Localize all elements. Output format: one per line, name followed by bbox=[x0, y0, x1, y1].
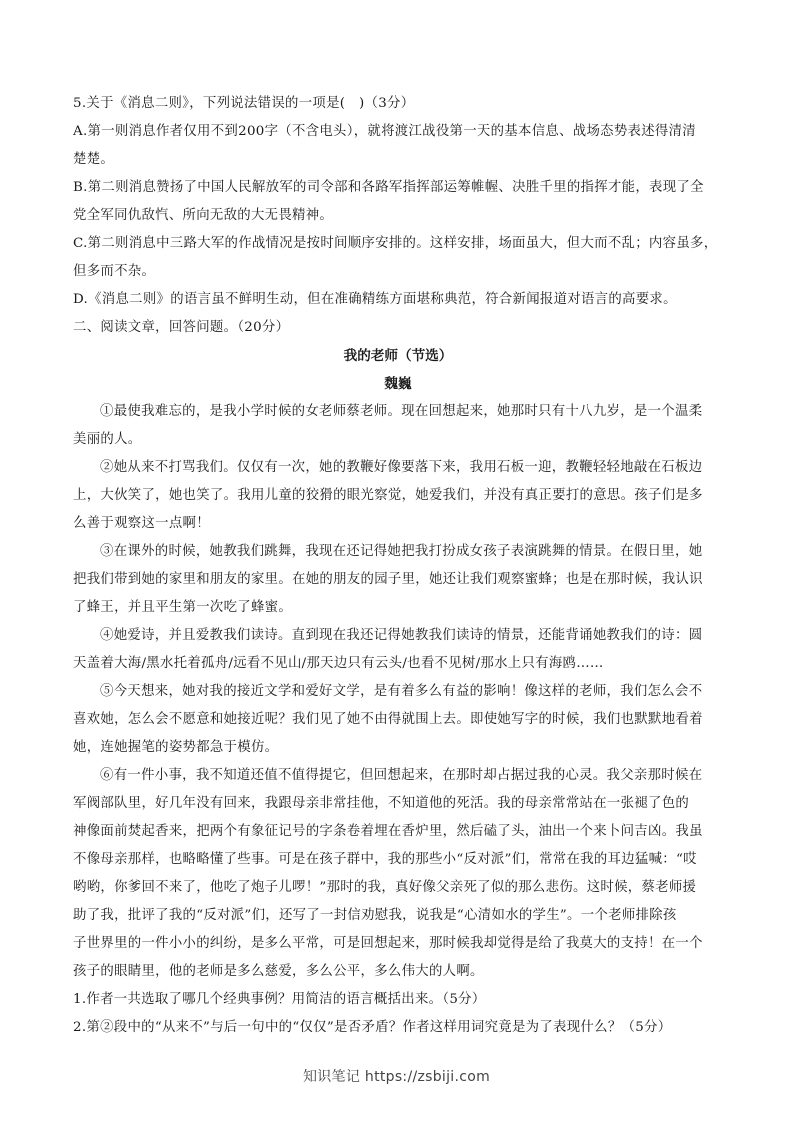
option-d-line-1: D.《消息二则》的语言虽不鲜明生动，但在准确精练方面堪称典范，符合新闻报道对语言的高要求。 bbox=[73, 292, 677, 307]
paragraph-line: 哟哟，你爹回不来了，他吃了炮子儿啰！”那时的我，真好像父亲死了似的那么悲伤。这时候，蔡老师援 bbox=[73, 880, 697, 895]
question-1: 1.作者一共选取了哪几个经典事例？用简洁的语言概括出来。（5分） bbox=[73, 992, 486, 1007]
paragraph-line: 了蜂王，并且平生第一次吃了蜂蜜。 bbox=[73, 600, 293, 615]
paragraph-line: 天盖着大海/黑水托着孤舟/远看不见山/那天边只有云头/也看不见树/那水上只有海鸥…… bbox=[73, 656, 604, 671]
paragraph-line: ④她爱诗，并且爱教我们读诗。直到现在我还记得她教我们读诗的情景，还能背诵她教我们的诗：圆 bbox=[100, 628, 703, 643]
option-a-line-1: A.第一则消息作者仅用不到200字（不含电头），就将渡江战役第一天的基本信息、战场态势表述得清清 bbox=[73, 124, 696, 139]
paragraph-3 bbox=[73, 538, 723, 622]
paragraph-line: ③在课外的时候，她教我们跳舞，我现在还记得她把我打扮成女孩子表演跳舞的情景。在假日里，她 bbox=[100, 544, 703, 559]
paragraph-line: 喜欢她，怎么会不愿意和她接近呢？我们见了她不由得就围上去。即使她写字的时候，我们也默默地看着 bbox=[73, 712, 703, 727]
paragraph-line: 美丽的人。 bbox=[73, 432, 142, 447]
paragraph-line: 把我们带到她的家里和朋友的家里。在她的朋友的园子里，她还让我们观察蜜蜂；也是在那时候，我认识 bbox=[73, 572, 703, 587]
paragraph-line: 神像面前焚起香来，把两个有象征记号的字条卷着埋在香炉里，然后磕了头，油出一个来卜问吉凶。我虽 bbox=[73, 824, 703, 839]
paragraph-line: ①最使我难忘的，是我小学时候的女老师蔡老师。现在回想起来，她那时只有十八九岁，是一个温柔 bbox=[100, 404, 703, 419]
paragraph-5 bbox=[73, 678, 723, 762]
paragraph-line: 上，大伙笑了，她也笑了。我用儿童的狡猾的眼光察觉，她爱我们，并没有真正要打的意思。孩子们是多 bbox=[73, 488, 703, 503]
option-b-line-2: 党全军同仇敌忾、所向无敌的大无畏精神。 bbox=[73, 208, 334, 223]
footer-watermark: 知识笔记 https://zsbiji.com bbox=[302, 1069, 491, 1085]
option-a-line-2: 楚楚。 bbox=[73, 152, 115, 167]
question-2: 2.第②段中的“从来不”与后一句中的“仅仅”是否矛盾？作者这样用词究竟是为了表现什么？（5分） bbox=[73, 1020, 672, 1035]
article-title: 我的老师（节选） bbox=[343, 348, 453, 364]
paragraph-line: ②她从来不打骂我们。仅仅有一次，她的教鞭好像要落下来，我用石板一迎，教鞭轻轻地敲在石板边 bbox=[100, 460, 703, 475]
paragraph-line: 军阀部队里，好几年没有回来，我跟母亲非常挂他，不知道他的死活。我的母亲常常站在一张褪了色的 bbox=[73, 796, 690, 811]
paragraph-4 bbox=[73, 622, 723, 678]
paragraph-line: 子世界里的一件小小的纠纷，是多么平常，可是回想起来，那时候我却觉得是给了我莫大的支持！在一个 bbox=[73, 936, 703, 951]
paragraph-2 bbox=[73, 454, 723, 538]
paragraph-line: 么善于观察这一点啊！ bbox=[73, 516, 210, 531]
paragraph-line: ⑥有一件小事，我不知道还值不值得提它，但回想起来，在那时却占据过我的心灵。我父亲那时候在 bbox=[100, 768, 703, 783]
question-5-stem: 5.关于《消息二则》，下列说法错误的一项是( )（3分） bbox=[73, 96, 415, 111]
paragraph-line: ⑤今天想来，她对我的接近文学和爱好文学，是有着多么有益的影响！像这样的老师，我们怎么会不 bbox=[100, 684, 703, 699]
paragraph-1 bbox=[73, 398, 723, 454]
paragraph-line: 不像母亲那样，也略略懂了些事。可是在孩子群中，我的那些小“反对派”们，常常在我的耳边猛喊：“哎 bbox=[73, 852, 697, 867]
section-2-heading: 二、阅读文章，回答问题。（20分） bbox=[73, 320, 290, 335]
option-b-line-1: B.第二则消息赞扬了中国人民解放军的司令部和各路军指挥部运筹帷幄、决胜千里的指挥才能，表现了全 bbox=[73, 180, 704, 195]
paragraph-line: 她，连她握笔的姿势都急于模仿。 bbox=[73, 740, 279, 755]
paragraph-line: 助了我，批评了我的“反对派”们，还写了一封信劝慰我，说我是“心清如水的学生”。一个老师排除孩 bbox=[73, 908, 677, 923]
option-c-line-1: C.第二则消息中三路大军的作战情况是按时间顺序安排的。这样安排，场面虽大，但大而不乱；内容虽多， bbox=[73, 236, 718, 251]
article-author: 魏巍 bbox=[384, 376, 412, 392]
paragraph-line: 孩子的眼睛里，他的老师是多么慈爱，多么公平，多么伟大的人啊。 bbox=[73, 964, 484, 979]
exam-page bbox=[73, 90, 723, 1042]
option-c-line-2: 但多而不杂。 bbox=[73, 264, 156, 279]
paragraph-6 bbox=[73, 762, 723, 986]
